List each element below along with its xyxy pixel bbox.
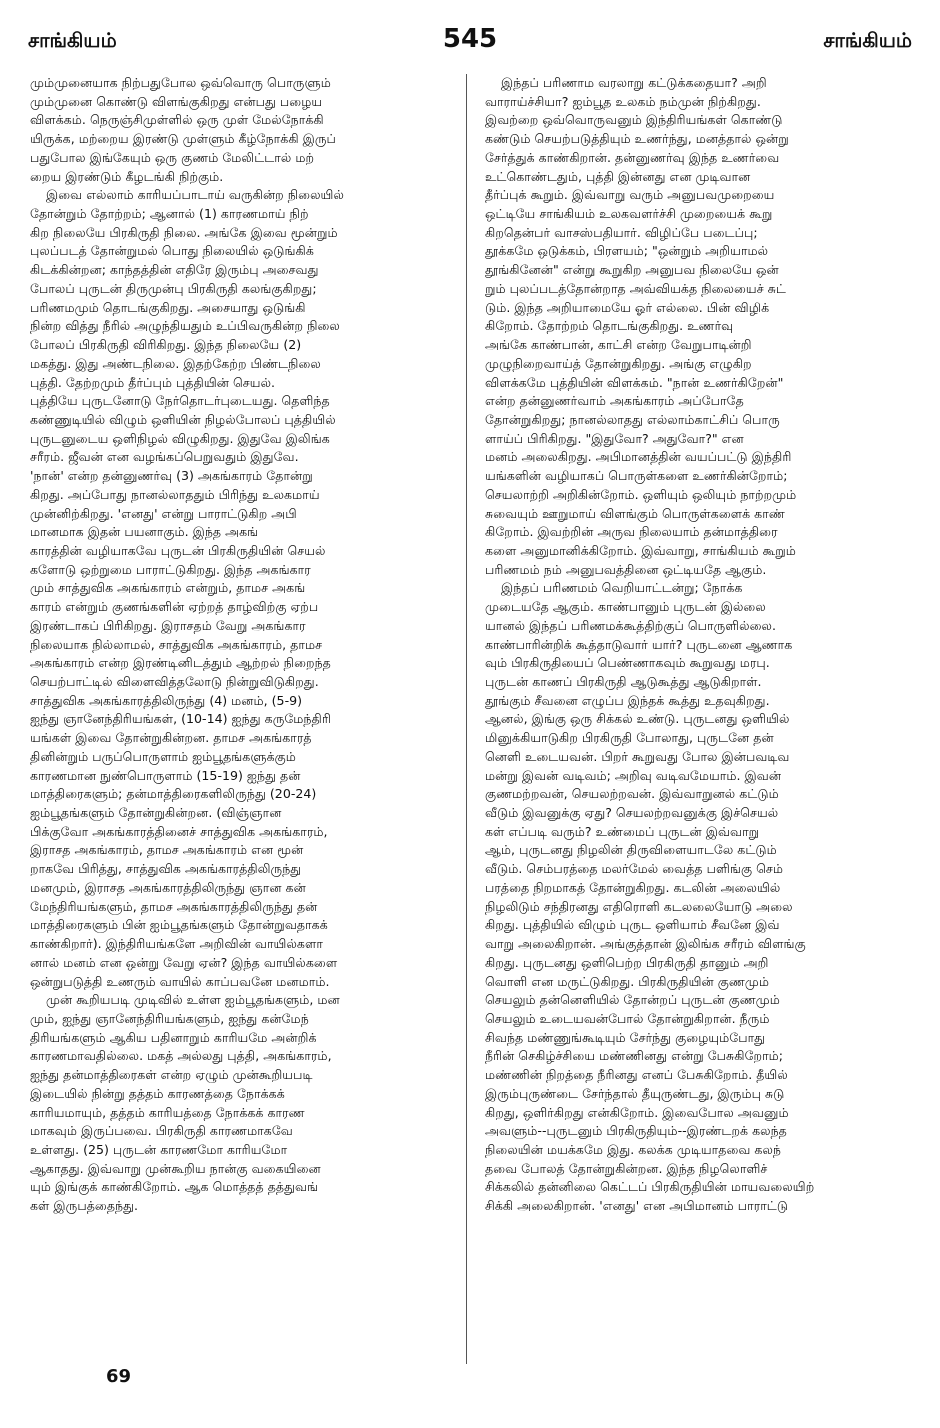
text-line: இவற்றை ஒவ்வொருவனும் இந்திரியங்கள் கொண்டு bbox=[485, 112, 783, 128]
text-line: தோன்றுகிறது; நானல்லாதது எல்லாம்காட்சிப் பொரு bbox=[485, 411, 780, 427]
text-line: முழுநிறைவாய்த் தோன்றுகிறது. அங்கு எழுகிற bbox=[485, 355, 752, 371]
text-line: அவளும்--புருடனும் பிரகிருதியும்--இரண்டறக் கலந்த bbox=[485, 1123, 787, 1139]
text-line: நிலையாக நில்லாமல், சாத்துவிக அகங்காரம், தாமச bbox=[30, 636, 323, 652]
running-title-left: சாங்கியம் bbox=[28, 28, 117, 52]
text-line: செயற்பாட்டில் விளைவித்தலோடு நின்றுவிடுகிறது. bbox=[30, 674, 319, 689]
text-line: குணமற்றவன், செயலற்றவன். இவ்வாறுனல் கட்டும் bbox=[485, 786, 779, 802]
text-line: களோடு ஒற்றுமை பாராட்டுகிறது. இந்த அகங்கார bbox=[30, 561, 311, 577]
text-line: சரீரம். ஜீவன் என வழங்கப்பெறுவதும் இதுவே. bbox=[30, 449, 299, 465]
text-line: கண்டும் செயற்படுத்தியும் உணர்ந்து, மனத்தால் ஒன்று bbox=[485, 131, 789, 147]
text-line: பரிணமம் நம் அனுபவத்தினை ஒட்டியதே ஆகும். bbox=[485, 561, 767, 577]
text-line: நிலையின் மயக்கமே இது. கலக்க முடியாதவை கலந் bbox=[485, 1141, 782, 1157]
text-line: றாகவே பிரித்து, சாத்துவிக அகங்காரத்திலிருந்து bbox=[30, 861, 302, 877]
left-text-column bbox=[30, 74, 452, 1216]
text-line: சிக்கி அலைகிறான். 'எனது' என அபிமானம் பாராட்டு bbox=[485, 1198, 789, 1214]
text-line: காண்கிறார்). இந்திரியங்களே அறிவின் வாயில்களா bbox=[30, 936, 323, 952]
text-line: பரத்தை நிறமாகத் தோன்றுகிறது. கடலின் அலையில் bbox=[485, 879, 781, 895]
text-line: தினின்றும் பருப்பொருளாம் ஐம்பூதங்களுக்கும் bbox=[30, 748, 296, 764]
page-number: 545 bbox=[442, 24, 498, 54]
text-line: யங்கள் இவை தோன்றுகின்றன. தாமச அகங்காரத் bbox=[30, 730, 312, 746]
text-line: மாகவும் இருப்பவை. பிரகிருதி காரணமாகவே bbox=[30, 1123, 293, 1139]
text-line: களை அனுமானிக்கிறோம். இவ்வாறு, சாங்கியம் கூறும் bbox=[485, 542, 796, 558]
text-line: தூங்கும் சீவனை எழுப்ப இந்தக் கூத்து உதவுகிறது. bbox=[485, 692, 770, 708]
text-line: ஆகாதது. இவ்வாறு முன்கூறிய நான்கு வகையினை bbox=[30, 1160, 321, 1176]
text-line: அகங்காரம் என்ற இரண்டினிடத்தும் ஆற்றல் நிறைந்த bbox=[30, 655, 331, 671]
text-line: இவை எல்லாம் காரியப்பாடாய் வருகின்ற நிலையில் bbox=[46, 187, 344, 203]
text-line: மும், ஐந்து ஞானேந்திரியங்களும், ஐந்து கன்மேந் bbox=[30, 1010, 309, 1026]
text-line: கிறோம். தோற்றம் தொடங்குகிறது. உணர்வு bbox=[485, 318, 734, 334]
text-line: பரிணமமும் தொடங்குகிறது. அசையாது ஒடுங்கி bbox=[30, 299, 306, 315]
text-line: மகத்து. இது அண்டநிலை. இதற்கேற்ற பிண்டநிலை bbox=[30, 355, 321, 371]
text-line: ஆனல், இங்கு ஒரு சிக்கல் உண்டு. புருடனது ஒளியில் bbox=[485, 711, 790, 727]
text-line: தீர்ப்புக் கூறும். இவ்வாறு வரும் அனுபவமுறையை bbox=[485, 187, 775, 203]
text-line: மன்று இவன் வடிவம்; அறிவு வடிவமேயாம். இவன் bbox=[485, 767, 782, 783]
text-line: பிக்குவோ அகங்காரத்தினைச் சாத்துவிக அகங்காரம், bbox=[30, 823, 328, 839]
text-line: செயலும் தன்னெளியில் தோன்றப் புருடன் குணமும் bbox=[485, 992, 780, 1008]
text-line: னெளி உடையவன். பிறர் கூறுவது போல இன்பவடிவ bbox=[485, 748, 790, 764]
text-line: கள் இருபத்தைந்து. bbox=[30, 1198, 139, 1214]
text-line: மனம் அலைகிறது. அபிமானத்தின் வயப்பட்டு இந்திரி bbox=[485, 449, 792, 465]
text-line: மும் சாத்துவிக அகங்காரம் என்றும், தாமச அகங் bbox=[30, 580, 306, 596]
text-line: கிறது. புத்தியில் விழும் புருட ஒளியாம் சீவனே இவ் bbox=[485, 917, 780, 933]
text-line: காரியமாயும், தத்தம் காரியத்தை நோக்கக் காரண bbox=[30, 1104, 305, 1120]
text-line: காரத்தின் வழியாகவே புருடன் பிரகிருதியின் செயல் bbox=[30, 542, 326, 558]
text-line: திரியங்களும் ஆகிய பதினாறும் காரியமே அன்றிக் bbox=[30, 1029, 317, 1045]
text-line: வீடும். செம்பரத்தை மலர்மேல் வைத்த பளிங்கு செம் bbox=[485, 861, 783, 877]
text-line: சுவையும் ஊறுமாய் விளங்கும் பொருள்களைக் காண் bbox=[485, 505, 785, 521]
text-line: இந்தப் பரிணமம் வெறியாட்டன்று; நோக்க bbox=[501, 580, 743, 596]
text-line: மினுக்கியாடுகிற பிரகிருதி போலாது, புருடனே தன் bbox=[485, 730, 774, 746]
page-header bbox=[28, 22, 912, 62]
text-line: தூக்கமே ஒடுக்கம், பிரளயம்; "ஒன்றும் அறியாமல் bbox=[485, 243, 769, 259]
text-line: தவை போலத் தோன்றுகின்றன. இந்த நிழலொளிச் bbox=[485, 1160, 768, 1176]
text-line: அங்கே காண்பான், காட்சி என்ற வேறுபாடின்றி bbox=[485, 337, 752, 353]
text-line: சாத்துவிக அகங்காரத்திலிருந்து (4) மனம், (5-9) bbox=[30, 692, 303, 708]
text-line: மண்ணின் நிறத்தை நீரினது எனப் பேசுகிறோம். தீயில் bbox=[485, 1067, 788, 1083]
text-line: யிருக்க, மற்றைய இரண்டு முள்ளும் கீழ்நோக்கி இருப் bbox=[30, 131, 336, 147]
text-line: மாத்திரைகளும் பின் ஐம்பூதங்களும் தோன்றுவதாகக் bbox=[30, 917, 328, 933]
text-line: சிவந்த மண்ணுங்கூடியும் சேர்ந்து குழையும்போது bbox=[485, 1029, 766, 1045]
text-line: செயலும் உடையவன்போல் தோன்றுகிறான். நீரும் bbox=[485, 1010, 770, 1026]
column-divider bbox=[466, 74, 467, 1364]
text-line: நின்ற வித்து நீரில் அழுந்தியதும் உப்பிவருகின்ற நிலை bbox=[30, 318, 340, 334]
text-line: நிழலிடும் சந்திரனது எதிரொளி கடலலையோடு அலை bbox=[485, 898, 793, 914]
text-line: வீடும் இவனுக்கு ஏது? செயலற்றவனுக்கு இச்செயல் bbox=[485, 805, 779, 821]
text-line: பதுபோல இங்கேயும் ஒரு குணம் மேலிட்டால் மற் bbox=[30, 149, 315, 165]
text-line: வொளி என மருட்டுகிறது. பிரகிருதியின் குணமும் bbox=[485, 973, 769, 989]
text-line: புருடனுடைய ஒளிநிழல் விழுகிறது. இதுவே இலிங்க bbox=[30, 430, 330, 446]
text-line: சிக்கலில் தன்னிலை கெட்டப் பிரகிருதியின் மாயவலையிற் bbox=[485, 1179, 815, 1195]
text-line: இடையில் நின்று தத்தம் காரணத்தை நோக்கக் bbox=[30, 1085, 285, 1101]
running-title-right: சாங்கியம் bbox=[823, 28, 912, 52]
text-line: ஆம், புருடனது நிழலின் திருவிளையாடலே கட்டும் bbox=[485, 842, 777, 858]
text-line: டும். இந்த அறியாமையே ஓர் எல்லை. பின் விழிக் bbox=[485, 299, 770, 315]
text-line: காரணமாவதில்லை. மகத் அல்லது புத்தி, அகங்காரம், bbox=[30, 1048, 332, 1064]
text-line: ஒட்டியே சாங்கியம் உலகவளர்ச்சி முறையைக் கூறு bbox=[485, 206, 773, 222]
text-line: வும் பிரகிருதியைப் பெண்ணாகவும் கூறுவது மரபு. bbox=[485, 655, 770, 671]
text-line: கிடக்கின்றன; காந்தத்தின் எதிரே இரும்பு அசைவது bbox=[30, 262, 319, 278]
text-line: மானமாக இதன் பயனாகும். இந்த அகங் bbox=[30, 524, 259, 540]
text-line: யங்களின் வழியாகப் பொருள்களை உணர்கின்றோம்; bbox=[485, 468, 788, 484]
text-line: காண்பாரின்றிக் கூத்தாடுவார் யார்? புருடனை ஆணாக bbox=[485, 636, 793, 652]
text-line: இராசத அகங்காரம், தாமச அகங்காரம் என மூன் bbox=[30, 842, 304, 858]
text-line: உள்ளது. (25) புருடன் காரணமோ காரியமோ bbox=[30, 1141, 288, 1157]
text-line: முன்னிற்கிறது. 'எனது' என்று பாராட்டுகிற அபி bbox=[30, 505, 297, 521]
text-line: புத்தியே புருடனோடு நேர்தொடர்புடையது. தெளிந்த bbox=[30, 393, 330, 409]
text-line: முடையதே ஆகும். காண்பானும் புருடன் இல்லை bbox=[485, 599, 766, 615]
signature-number: 69 bbox=[106, 1366, 132, 1387]
text-line: வாராய்ச்சியா? ஐம்பூத உலகம் நம்முன் நிற்கிறது. bbox=[485, 93, 761, 109]
text-line: விளக்கம். நெருஞ்சிமுள்ளில் ஒரு முள் மேல்நோக்கி bbox=[30, 112, 324, 128]
text-line: விளக்கமே புத்தியின் விளக்கம். "நான் உணர்கிறேன்" bbox=[485, 374, 784, 390]
text-line: ளாய்ப் பிரிகிறது. "இதுவோ? அதுவோ?" என bbox=[485, 430, 744, 446]
text-line: இரும்புருண்டை சேர்ந்தால் தீயுருண்டது, இரும்பு சுடு bbox=[485, 1085, 785, 1101]
text-line: புருடன் காணப் பிரகிருதி ஆடுகூத்து ஆடுகிறாள். bbox=[485, 674, 762, 689]
text-line: கண்ணுடியில் விழும் ஒளியின் நிழல்போலப் புத்தியில் bbox=[30, 411, 336, 427]
text-line: கிறதென்பர் வாசஸ்பதியார். விழிப்பே படைப்பு; bbox=[485, 224, 758, 240]
text-line: னால் மனம் என ஒன்று வேறு ஏன்? இந்த வாயில்களை bbox=[30, 954, 338, 970]
text-line: செயலாற்றி அறிகின்றோம். ஒளியும் ஒலியும் நாற்றமும் bbox=[485, 486, 797, 502]
text-line: ஐந்து ஞானேந்திரியங்கள், (10-14) ஐந்து கருமேந்திரி bbox=[30, 711, 331, 727]
text-line: போலப் புருடன் திருமுன்பு பிரகிருதி கலங்குகிறது; bbox=[30, 280, 317, 296]
text-line: சேர்த்துக் காண்கிறான். தன்னுணர்வு இந்த உணர்வை bbox=[485, 149, 780, 165]
text-line: காரம் என்றும் குணங்களின் ஏற்றத் தாழ்விற்கு ஏற்ப bbox=[30, 599, 319, 615]
text-line: ஐம்பூதங்களும் தோன்றுகின்றன. (விஞ்ஞான bbox=[30, 805, 282, 821]
text-line: ஐந்து தன்மாத்திரைகள் என்ற ஏழும் முன்கூறியபடி bbox=[30, 1067, 313, 1083]
text-line: இரண்டாகப் பிரிகிறது. இராசதம் வேறு அகங்கார bbox=[30, 617, 306, 633]
text-line: கிறது. புருடனது ஒளிபெற்ற பிரகிருதி தானும் அறி bbox=[485, 954, 769, 970]
text-line: போலப் பிரகிருதி விரிகிறது. இந்த நிலையே (2) bbox=[30, 337, 302, 353]
text-line: கிறோம். இவற்றின் அருவ நிலையாம் தன்மாத்திரை bbox=[485, 524, 778, 540]
text-line: கிறது, ஒளிர்கிறது என்கிறோம். இவைபோல அவனும் bbox=[485, 1104, 789, 1120]
right-text-column bbox=[485, 74, 907, 1216]
text-line: மும்முனையாக நிற்பதுபோல ஒவ்வொரு பொருளும் bbox=[30, 75, 331, 90]
text-line: தூங்கினேன்" என்று கூறுகிற அனுபவ நிலையே ஒன் bbox=[485, 262, 779, 278]
text-line: வாறு அலைகிறான். அங்குத்தான் இலிங்க சரீரம் விளங்கு bbox=[485, 936, 806, 952]
text-line: றைய இரண்டும் கீழடங்கி நிற்கும். bbox=[30, 168, 224, 184]
text-line: என்ற தன்னுணர்வாம் அகங்காரம் அப்போதே bbox=[485, 393, 744, 409]
text-line: காரணமான நுண்பொருளாம் (15-19) ஐந்து தன் bbox=[30, 767, 301, 783]
text-line: யும் இங்குக் காண்கிறோம். ஆக மொத்தத் தத்துவங் bbox=[30, 1179, 319, 1195]
text-line: உட்கொண்டதும், புத்தி இன்னது என முடிவான bbox=[485, 168, 751, 184]
text-line: கிற நிலையே பிரகிருதி நிலை. அங்கே இவை மூன்றும் bbox=[30, 224, 338, 240]
text-line: கள் எப்படி வரும்? உண்மைப் புருடன் இவ்வாறு bbox=[485, 823, 760, 839]
text-line: இந்தப் பரிணாம வரலாறு கட்டுக்கதையா? அறி bbox=[501, 75, 767, 90]
text-line: 'நான்' என்ற தன்னுணர்வு (3) அகங்காரம் தோன்று bbox=[30, 468, 313, 484]
text-line: மனமும், இராசத அகங்காரத்திலிருந்து ஞான கன் bbox=[30, 879, 306, 895]
text-line: யானல் இந்தப் பரிணமக்கூத்திற்குப் பொருளில்லை. bbox=[485, 617, 776, 633]
text-line: முன் கூறியபடி முடிவில் உள்ள ஐம்பூதங்களும், மன bbox=[46, 992, 340, 1008]
text-line: புத்தி. தேற்றமும் தீர்ப்பும் புத்தியின் செயல். bbox=[30, 374, 276, 390]
text-line: நீரின் செகிழ்ச்சியை மண்ணினது என்று பேசுகிறோம்; bbox=[485, 1048, 784, 1064]
text-line: கிறது. அப்போது நானல்லாததும் பிரிந்து உலகமாய் bbox=[30, 486, 320, 502]
text-line: தோன்றும் தோற்றம்; ஆனால் (1) காரணமாய் நிற் bbox=[30, 206, 309, 222]
text-line: றும் புலப்படத்தோன்றாத அவ்வியக்த நிலையைச் சுட் bbox=[485, 280, 786, 296]
text-line: மும்முனை கொண்டு விளங்குகிறது என்பது பழைய bbox=[30, 93, 323, 109]
text-line: புலப்படத் தோன்றுமல் பொது நிலையில் ஒடுங்கிக் bbox=[30, 243, 314, 259]
text-line: மேந்திரியங்களும், தாமச அகங்காரத்திலிருந்து தன் bbox=[30, 898, 318, 914]
text-line: மாத்திரைகளும்; தன்மாத்திரைகளிலிருந்து (20-24) bbox=[30, 786, 317, 802]
text-line: ஒன்றுபடுத்தி உணரும் வாயில் காப்பவனே மனமாம். bbox=[30, 973, 330, 989]
